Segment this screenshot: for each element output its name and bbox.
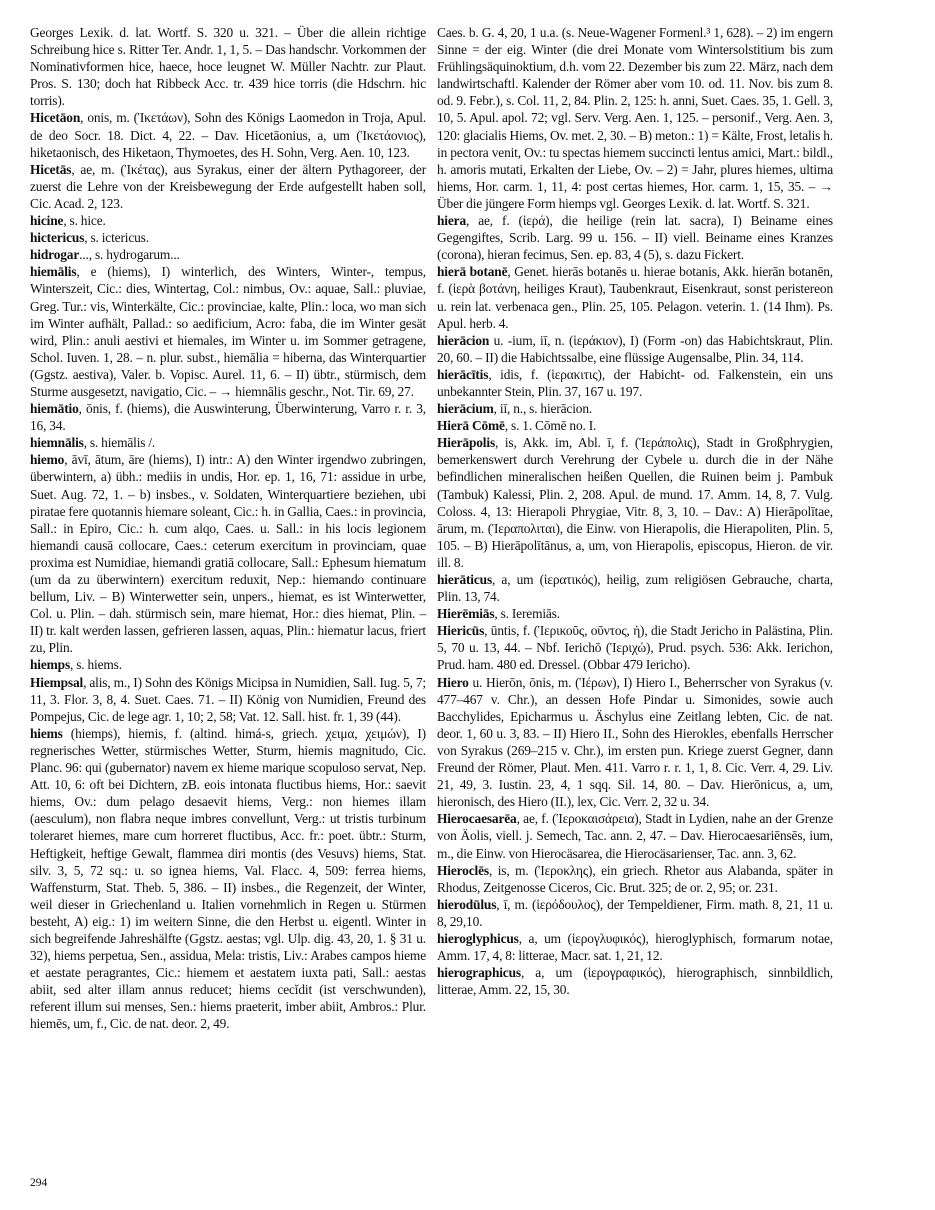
entry-text: , s. 1. Cōmē no. I. (504, 418, 597, 434)
entry-headword: Hicetāon (30, 110, 81, 126)
dictionary-entry (30, 451, 426, 656)
entry-text: (hiemps), hiemis, f. (altind. himá-s, griech. χειμα, χειμών), I) regnerisches Wetter, stürmisches Wetter, Sturm, hiemis magnitudo, Cic. Planc. 96: qui (gubernator) navem ex hieme marique scopuloso servat, Nep. Att. 10, 6: oft bei Dichtern, zB. eois intonata fluctibus hiems, Hor.: saevit hiems, Ov.: dum pelago desaevit hiems, Verg.: non hiemes illam (aesculum), non flabra neque imbres convellunt, Verg.: ut tristis turbinum toleraret hiemes, mare cum horreret fluctibus, Acc. fr.: poet. übtr.: Sturm, Heftigkeit, heftige Gewalt, flammea diri montis (des Vesuvs) hiems, Stat. silv. 3, 5, 72 sq.: u. so ignea hiems, Val. Flacc. 4, 509: ferrea hiems, Waffensturm, Stat. Theb. 5, 386. – II) insbes., die Regenzeit, der Winter, weil dieser in Griechenland u. Italien vornehmlich in Regen u. Stürmen besteht, A) eig.: 1) im weitern Sinne, die den Herbst u. eigentl. Winter in sich begreifende Jahreshälfte (Ggstz. aestas; vgl. Ulp. dig. 43, 20, 1. § 31 u. 32), hiems perpetua, Sen., assidua, Mela: tristis, Liv.: Arabes campos hieme et aestate peragrantes, Cic.: hiemem et aestatem iuxta pati, Sall.: aestas abiit, sed alter illam annus reducet; hiems cecĭdit (ist verschwunden), referent illum sui menses, Sen.: hiems praeterit, imber abiit, Ambros.: Plur. hiemēs, um, f., Cic. de nat. deor. 2, 49. (30, 725, 426, 1032)
entry-text: u. -ium, iī, n. (ἱεράκιον), I) (Form -on) das Habichtskraut, Plin. 20, 60. – II) die Habichtssalbe, eine flüssige Augensalbe, Plin. 34, 114. (437, 332, 833, 365)
dictionary-entry (437, 212, 833, 263)
dictionary-entry (30, 246, 426, 263)
dictionary-entry (437, 332, 833, 366)
entry-headword: hicine (30, 213, 64, 229)
dictionary-entry (30, 400, 426, 434)
dictionary-entry (437, 964, 833, 998)
entry-headword: hictericus (30, 230, 85, 246)
entry-headword: hierācion (437, 332, 490, 348)
entry-text: , ūntis, f. (Ἱερικοῦς, οῦντος, ἡ), die Stadt Jericho in Palästina, Plin. 5, 70 u. 13, 44. – Nbf. Ierichō (Ἱεριχώ), Prud. psych. 536: Akk. Ierichon, Prud. ham. 480 ed. Dressel. (Obbar 479 Iericho). (437, 623, 833, 673)
dictionary-entry (437, 605, 833, 622)
entry-text: , idis, f. (ἱερακιτις), der Habicht- od. Falkenstein, ein uns unbekannter Stein, Plin. 37, 167 u. 197. (437, 366, 833, 399)
entry-headword: hiemps (30, 657, 71, 673)
entry-headword: hiemnālis (30, 435, 84, 451)
dictionary-entry (437, 674, 833, 811)
dictionary-entry (437, 862, 833, 896)
entry-headword: hieroglyphicus (437, 930, 519, 946)
page-number: 294 (30, 1177, 48, 1189)
entry-text: , onis, m. (Ἱκετάων), Sohn des Königs Laomedon in Troja, Apul. de deo Socr. 18. Dict. 4, 22. – Dav. Hicetāonius, a, um (Ἱκετάονιος), hiketaonisch, des Hiketaon, Thymoetes, des H. Sohn, Verg. Aen. 10, 123. (30, 110, 426, 160)
entry-text: , iī, n., s. hierācion. (493, 401, 593, 417)
entry-headword: hiemātio (30, 401, 79, 417)
entry-text: , s. ictericus. (84, 230, 149, 246)
right-column (437, 24, 833, 998)
entry-text: , ae, f. (Ἱεροκαισάρεια), Stadt in Lydien, nahe an der Grenze von Äolis, viell. j. Semech, Tac. ann. 2, 47. – Dav. Hierocaesariēnsēs, ium, m., die Einw. von Hierocäsarea, die Hierocäsarienser, Tac. ann. 3, 62. (437, 811, 833, 861)
dictionary-entry (30, 434, 426, 451)
entry-headword: Hiero (437, 674, 469, 690)
entry-headword: Hieroclēs (437, 862, 489, 878)
entry-text: , e (hiems), I) winterlich, des Winters, Winter-, tempus, Winterszeit, Cic.: dies, Wintertag, Col.: nimbus, Ov.: aquae, Sall.: pluviae, Greg. Tur.: vis, Winterkälte, Cic.: provinciae, kalte, Plin.: loca, wo man sich im Winter aufhält, Pallad.: so aedificium, Acro: faba, die im Winter gesät wird, Plin.: anuli aestivi et hiemales, im Winter u. im Sommer getragene, Schol. Iuven. 1, 28. – n. plur. subst., hiemālia = hiberna, das Winterquartier (Ggstz. aestiva), Valer. b. Vopisc. Aurel. 11, 6. – II) übtr., stürmisch, dem Sturme ausgesetzt, navigatio, Cic. – → hiemnālis geschr., Not. Tir. 69, 27. (30, 264, 426, 399)
entry-text: , s. hiemālis /. (83, 435, 156, 451)
entry-headword: hierāticus (437, 572, 493, 587)
entry-text: u. Hierōn, ōnis, m. (Ἱέρων), I) Hiero I., Beherrscher von Syrakus (v. 477–467 v. Chr.), an dessen Hofe Pindar u. Simonides, sowie auch Bacchylides, Epicharmus u. Äschylus eine Zeitlang lebten, Cic. de nat. deor. 1, 60 u. 3, 83. – II) Hiero II., Sohn des Hierokles, ebenfalls Herrscher von Syrakus (269–215 v. Chr.), im ersten pun. Kriege zuerst Gegner, dann Freund der Römer, Plaut. Men. 411. Varro r. r. 1, 1, 8. Cic. Verr. 4, 29. Liv. 21, 49, 3. Iustin. 23, 4, 1 sqq. Sil. 14, 80. – Dav. Hierōnicus, a, um, hieronisch, des Hiero (II.), lex, Cic. Verr. 2, 32 u. 34. (437, 674, 833, 810)
entry-text: , Genet. hierās botanēs u. hierae botanis, Akk. hierān botanēn, f. (ἱερὰ βοτάνη, heiliges Kraut), Taubenkraut, Eisenkraut, sonst peristereon u. rein lat. verbenaca gen., Plin. 25, 105. Pelagon. veterin. 1. (14 Ihm). Ps. Apul. herb. 4. (437, 264, 833, 331)
entry-text: , āvī, ātum, āre (hiems), I) intr.: A) den Winter irgendwo zubringen, überwintern, a) übh.: mediis in undis, Hor. ep. 1, 16, 71: assidue in urbe, Suet. Aug. 72, 1. – b) insbes., v. Soldaten, Winterquartiere beziehen, ubi piratae fere quotannis hiemare soleant, Cic.: h. in Gallia, Caes.: in provincia, Sall.: in Epiro, Cic.: h. cum alqo, Caes. u. Sall.: in his locis legionem hiemandi causā collocare, Caes.: ceterum exercitum in provinciam, quae proxima est Numidiae, hiemandi gratiā collocare, Sall.: Ephesum hiematum (um da zu überwintern) exercitum reduxit, Nep.: hiemando continuare bellum, Liv. – B) Winterwetter sein, unpers., hiemat, es ist Winterwetter, Col. u. Plin. – dah. stürmisch sein, mare hiemat, Hor.: dies hiemat, Plin. – II) tr. kalt werden lassen, gefrieren lassen, aquas, Plin.: hiematur lacus, friert zu, Plin. (30, 452, 426, 656)
entry-headword: Hierēmiās (437, 606, 495, 622)
entry-text: , ōnis, f. (hiems), die Auswinterung, Überwinterung, Varro r. r. 3, 16, 34. (30, 401, 426, 434)
entry-headword: hierācītis (437, 366, 489, 382)
dictionary-entry (437, 263, 833, 331)
dictionary-entry (30, 109, 426, 160)
entry-headword: hiemālis (30, 264, 77, 280)
dictionary-entry (30, 161, 426, 212)
dictionary-entry (437, 434, 833, 571)
entry-headword: Hierāpolis (437, 435, 496, 451)
entry-text: , is, Akk. im, Abl. ī, f. (Ἱεράπολις), Stadt in Großphrygien, bemerkenswert durch Verehrung der Cybele u. durch die in der Nähe befindlichen mineralischen heißen Quellen, die Ruinen beim j. Pambuk (Tambuk) Kalessi, Plin. 2, 208. Apul. de mund. 17. Amm. 14, 8, 7. Vulg. Coloss. 4, 13: Hierapoli Phrygiae, Vitr. 8, 3, 10. – Dav.: A) Hierāpolītae, ārum, m. (Ἱεραπολιται), die Einw. von Hierapolis, die Hierapoliten, Plin. 5, 105. – B) Hierāpolītānus, a, um, von Hierapolis, episcopus, Hieron. de vir. ill. 8. (437, 435, 833, 570)
left-column (30, 24, 426, 1033)
entry-headword: hierācium (437, 401, 494, 417)
entry-headword: hiemo (30, 452, 65, 468)
dictionary-entry (30, 674, 426, 725)
entry-text: , ae, f. (ἱερά), die heilige (rein lat. sacra), I) Beiname eines Gegengiftes, Scrib. Larg. 99 u. 156. – II) viell. Beiname eines Kranzes (corona), hieran fecimus, Sen. ep. 83, 4 (5), s. dazu Fickert. (437, 213, 833, 263)
entry-text: , s. Ieremiās. (494, 606, 560, 622)
dictionary-entry (437, 24, 833, 212)
entry-headword: hierā botanē (437, 264, 508, 280)
entry-headword: hierographicus (437, 965, 521, 981)
entry-headword: Hierocaesarēa (437, 811, 517, 827)
entry-headword: hierodūlus (437, 896, 497, 912)
entry-text: , s. hiems. (70, 657, 122, 673)
entry-text: , is, m. (Ἱεροκλης), ein griech. Rhetor aus Alabanda, später in Rhodus, Zeitgenosse Ciceros, Cic. Brut. 325; de or. 2, 95; or. 231. (437, 862, 833, 895)
dictionary-entry (30, 229, 426, 246)
dictionary-entry (437, 417, 833, 434)
dictionary-entry (437, 366, 833, 400)
dictionary-entry (437, 810, 833, 861)
dictionary-entry (437, 930, 833, 964)
entry-text: , s. hice. (63, 213, 106, 229)
entry-text: ..., s. hydrogarum... (79, 247, 180, 263)
entry-headword: hidrogar (30, 247, 80, 263)
dictionary-entry (30, 263, 426, 400)
entry-headword: hiems (30, 725, 63, 741)
entry-text: Georges Lexik. d. lat. Wortf. S. 320 u. 321. – Über die allein richtige Schreibung hice s. Ritter Ter. Andr. 1, 1, 5. – Das handschr. Vorkommen der Nominativformen hice, haece, hoce leugnet W. Müller Nachtr. zur Plaut. Pros. S. 130; doch hat Ribbeck Acc. tr. 439 hice torris (die Hdschrn. hic torris). (30, 25, 426, 109)
entry-text: , a, um (ἱερογλυφικός), hieroglyphisch, formarum notae, Amm. 17, 4, 8: litterae, Macr. sat. 1, 21, 12. (437, 930, 833, 964)
entry-headword: Hiempsal (30, 674, 84, 690)
entry-text: , ī, m. (ἱερόδουλος), der Tempeldiener, Firm. math. 8, 21, 11 u. 8, 29,10. (437, 896, 833, 929)
dictionary-entry (437, 400, 833, 417)
dictionary-entry (30, 212, 426, 229)
entry-text: , ae, m. (Ἱκέτας), aus Syrakus, einer der ältern Pythagoreer, der zuerst die Lehre von der Kreisbewegung der Erde aufgestellt haben soll, Cic. Acad. 2, 123. (30, 161, 426, 211)
dictionary-entry (437, 571, 833, 605)
entry-text: , alis, m., I) Sohn des Königs Micipsa in Numidien, Sall. Iug. 5, 7; 11, 3. Flor. 3, 8, 4. Suet. Caes. 71. – II) König von Numidien, Freund des Pompejus, Cic. de lege agr. 1, 10; 2, 58; Vat. 12. Sall. hist. fr. 1, 39 (44). (30, 674, 426, 724)
entry-headword: hiera (437, 213, 466, 229)
dictionary-entry (437, 896, 833, 930)
dictionary-entry (437, 622, 833, 673)
entry-headword: Hierā Cōmē (437, 418, 505, 434)
dictionary-entry (30, 656, 426, 673)
entry-headword: Hicetās (30, 161, 72, 177)
entry-text: , a, um (ἱερογραφικός), hierographisch, sinnbildlich, litterae, Amm. 22, 15, 30. (437, 965, 833, 998)
entry-text: , a, um (ἱερατικός), heilig, zum religiösen Gebrauche, charta, Plin. 13, 74. (437, 572, 833, 605)
dictionary-entry (30, 24, 426, 109)
dictionary-entry (30, 725, 426, 1033)
entry-headword: Hiericūs (437, 623, 485, 639)
entry-text: Caes. b. G. 4, 20, 1 u.a. (s. Neue-Wagener Formenl.³ 1, 628). – 2) im engern Sinne = der eig. Winter (die drei Monate vom Wintersolstitium bis zum Frühlingsäquinoktium, d.h. vom 22. Dezember bis zum 22. März, nach dem landwirtschaftl. Kalender der Römer aber vom 10. od. 11. Nov. bis zum 8. od. 9. Febr.), s. Col. 11, 2, 84. Plin. 2, 125: h. anni, Suet. Caes. 35, 1. Gell. 3, 10, 5. Apul. apol. 72; vgl. Serv. Verg. Aen. 1, 125. – personif., Verg. Aen. 3, 120: glacialis Hiems, Ov. met. 2, 30. – B) meton.: 1) = Kälte, Frost, letalis h. in pectora venit, Ov.: tu spectas hiemem succincti lentus amici, Mart.: bildl., h. amoris mutati, Erkalten der Liebe, Ov. – 2) = Jahr, plures hiemes, ultima hiems, Hor. carm. 1, 11, 4: post certas hiemes, Hor. carm. 1, 15, 35. – → Über die jüngere Form hiemps vgl. Georges Lexik. d. lat. Wortf. S. 321. (437, 25, 833, 211)
